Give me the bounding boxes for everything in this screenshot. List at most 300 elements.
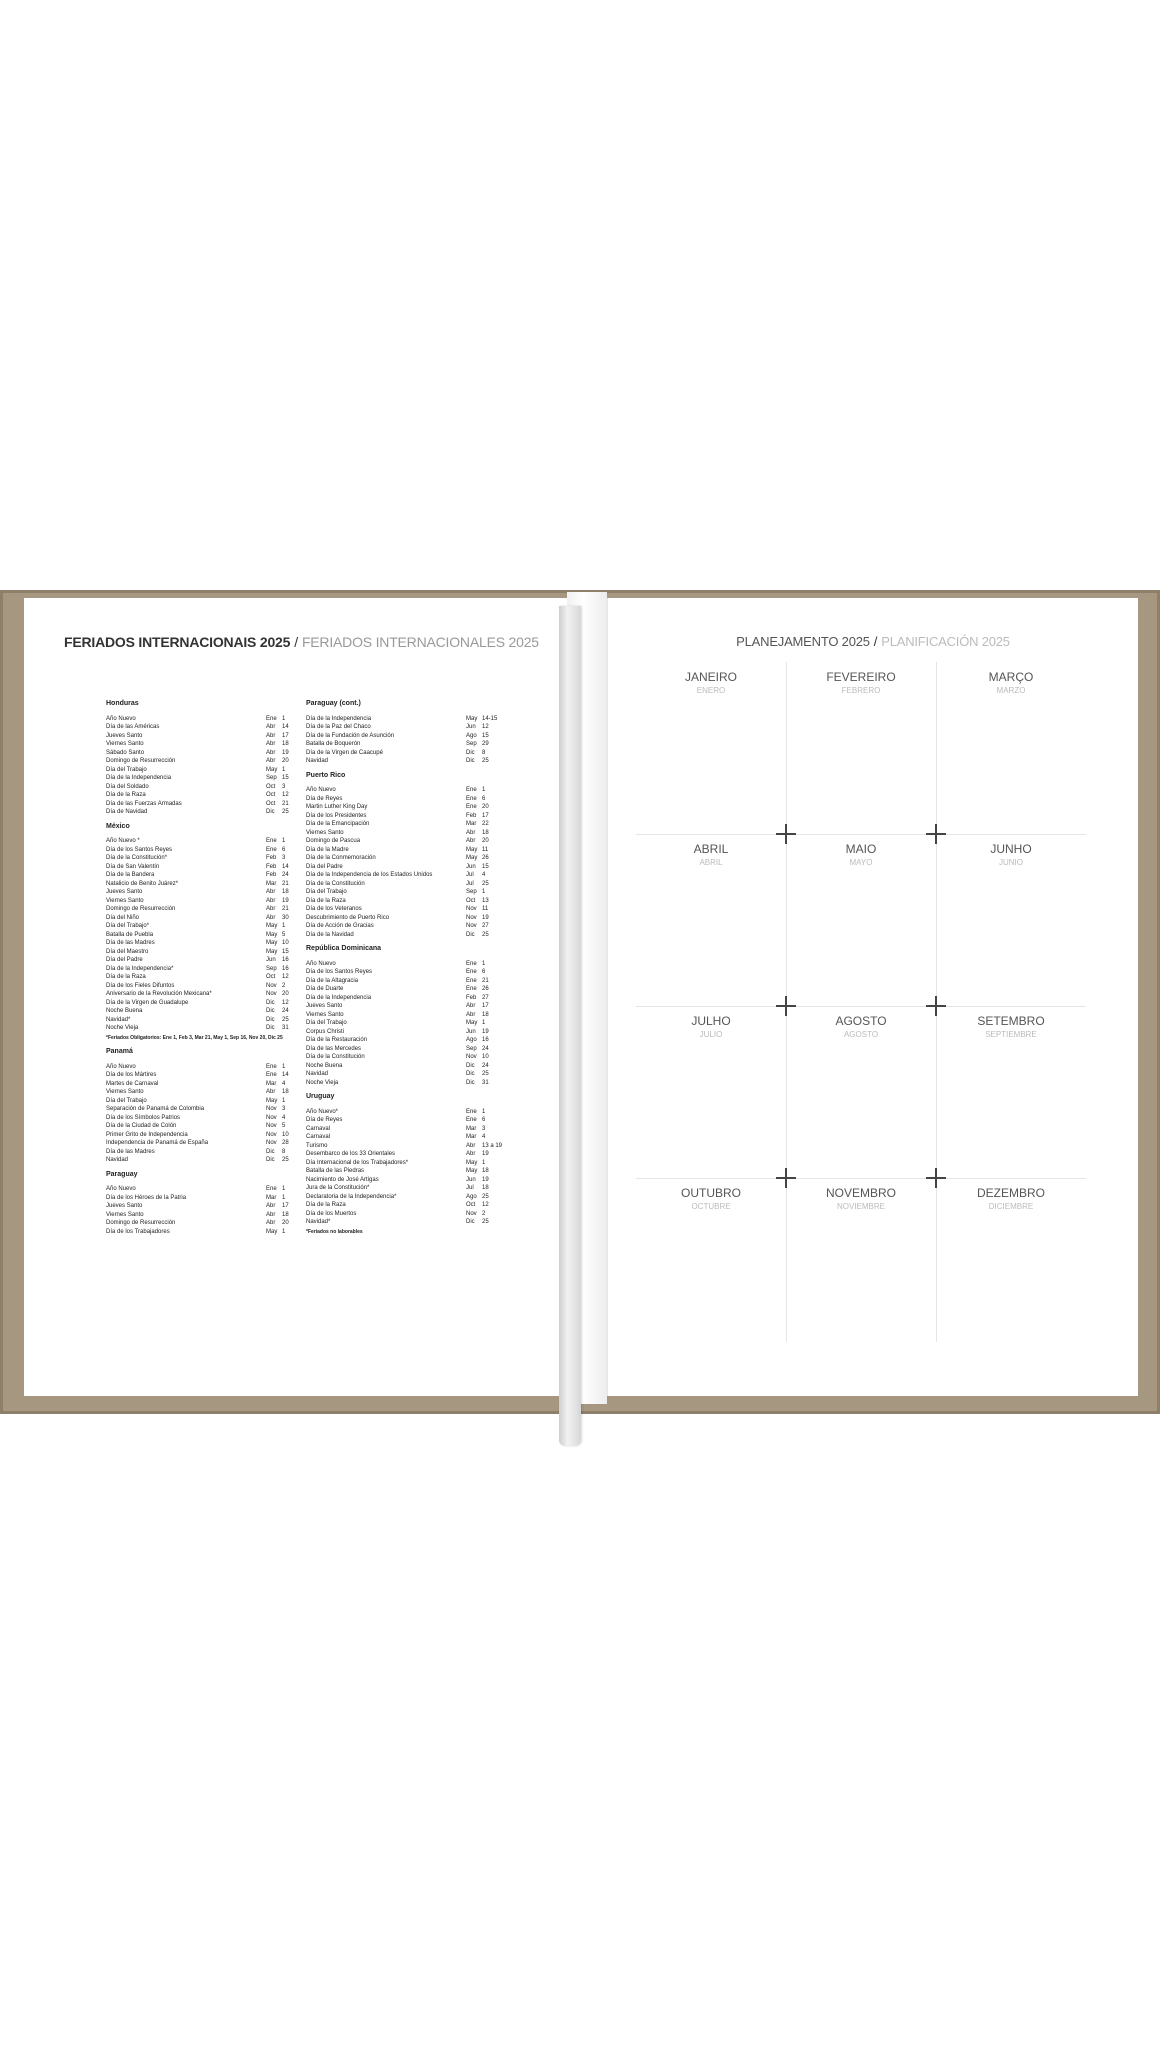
holiday-day: 13 a 19	[482, 1142, 503, 1149]
holiday-name: Día de las Mercedes	[306, 1045, 362, 1052]
bookmark-ribbon[interactable]	[559, 606, 581, 1446]
holiday-name: Día de los Símbolos Patrios	[106, 1114, 181, 1121]
holiday-row	[306, 1053, 506, 1062]
holiday-name: Natalicio de Benito Juárez*	[106, 880, 179, 887]
holiday-month: Nov	[266, 1131, 277, 1138]
holiday-month: May	[266, 948, 278, 955]
holiday-day: 20	[282, 991, 289, 997]
holiday-month: Nov	[466, 1054, 477, 1060]
month-name-es: MARZO	[996, 686, 1026, 695]
holiday-day: 24	[282, 872, 289, 878]
holiday-month: Oct	[266, 783, 276, 790]
month-name-pt: MARÇO	[988, 670, 1034, 684]
holiday-month: Feb	[466, 994, 477, 1001]
holiday-month: Ene	[466, 1108, 477, 1115]
holiday-name: Día de la Constitución	[306, 1054, 365, 1060]
holiday-row	[306, 1184, 506, 1193]
holiday-name: Viernes Santo	[106, 741, 144, 747]
holiday-row	[306, 1150, 506, 1159]
holiday-row	[106, 931, 306, 940]
holiday-day: 1	[282, 766, 286, 773]
holiday-day: 25	[482, 931, 489, 938]
holiday-name: Año Nuevo*	[306, 1108, 339, 1115]
holiday-row	[106, 1139, 306, 1148]
holiday-name: Día de los Santos Reyes	[106, 846, 173, 853]
holiday-row	[306, 931, 506, 940]
plus-icon	[776, 824, 796, 844]
holiday-day: 18	[482, 1011, 489, 1018]
holiday-month: Oct	[466, 897, 476, 904]
holiday-month: May	[466, 855, 478, 861]
holiday-row	[106, 965, 306, 974]
holiday-day: 25	[282, 809, 289, 815]
holiday-name: Primer Grito de Independencia	[106, 1131, 188, 1138]
holiday-row	[306, 795, 506, 804]
holiday-day: 20	[482, 804, 489, 810]
holiday-day: 1	[282, 1097, 286, 1104]
holiday-name: Año Nuevo	[306, 960, 336, 967]
holiday-row	[306, 1201, 506, 1210]
country-heading: Paraguay (cont.)	[306, 700, 361, 707]
holiday-month: Abr	[266, 732, 276, 739]
holiday-row	[306, 812, 506, 821]
holiday-row	[306, 740, 506, 749]
plus-icon	[926, 1168, 946, 1188]
holiday-row	[106, 757, 306, 766]
page-title-left	[64, 634, 539, 650]
holiday-day: 27	[482, 923, 489, 929]
holiday-row	[106, 1194, 306, 1203]
holiday-row	[306, 732, 506, 741]
holiday-name: Día de la Raza	[306, 897, 346, 904]
month-name-pt: SETEMBRO	[977, 1014, 1045, 1028]
holiday-row	[106, 1156, 306, 1165]
holiday-day: 1	[282, 1063, 286, 1070]
holiday-day: 15	[482, 732, 489, 739]
month-name-es: AGOSTO	[843, 1030, 879, 1039]
holiday-day: 21	[282, 906, 289, 912]
month-cell	[936, 842, 1086, 867]
holiday-day: 17	[282, 732, 289, 739]
holiday-month: Mar	[466, 1125, 477, 1132]
holiday-day: 19	[482, 1151, 489, 1157]
page-title-right	[608, 634, 1138, 649]
holiday-month: May	[466, 715, 478, 722]
holiday-name: Navidad	[306, 1071, 329, 1077]
holiday-name: Día del Trabajo	[306, 889, 347, 895]
holiday-month: Ene	[466, 787, 477, 793]
holiday-day: 3	[282, 1106, 286, 1112]
holiday-name: Carnaval	[306, 1134, 331, 1140]
holiday-day: 8	[482, 749, 486, 756]
holiday-month: Ene	[266, 715, 277, 722]
holiday-day: 16	[282, 965, 289, 972]
holiday-month: Ene	[466, 977, 477, 984]
holiday-name: Independencia de Panamá de España	[106, 1140, 209, 1146]
holiday-name: Día de los Mártires	[106, 1072, 157, 1078]
holiday-row	[106, 922, 306, 931]
holiday-row	[106, 1185, 306, 1194]
holiday-name: Viernes Santo	[306, 1011, 344, 1018]
holiday-month: Dic	[266, 1157, 275, 1163]
holiday-month: Jun	[466, 863, 476, 870]
holiday-month: Dic	[466, 1079, 475, 1086]
holiday-month: Jun	[466, 1176, 476, 1183]
holiday-day: 1	[282, 1228, 286, 1235]
holiday-name: Noche Buena	[306, 1062, 343, 1069]
country-heading: Honduras	[106, 700, 139, 707]
holiday-day: 24	[482, 1045, 489, 1052]
holiday-month: Dic	[266, 1148, 275, 1155]
holiday-month: Ene	[266, 1186, 277, 1192]
holiday-name: Día de la Independencia	[306, 715, 372, 722]
holiday-month: Mar	[266, 880, 277, 887]
month-cell	[936, 1186, 1086, 1211]
holiday-day: 10	[482, 1054, 489, 1060]
holiday-name: Año Nuevo	[106, 1063, 136, 1070]
holiday-row	[306, 1011, 506, 1020]
holiday-day: 26	[482, 986, 489, 992]
holiday-day: 18	[282, 1089, 289, 1095]
holiday-row	[106, 1097, 306, 1106]
holiday-row	[106, 888, 306, 897]
holiday-day: 19	[482, 1028, 489, 1035]
holiday-name: Día de la Independencia*	[106, 965, 174, 972]
month-name-es: NOVIEMBRE	[836, 1202, 885, 1211]
holiday-name: Día del Trabajo	[306, 1020, 347, 1026]
holiday-row	[106, 897, 306, 906]
holiday-month: Dic	[266, 1016, 275, 1023]
holiday-name: Día Internacional de los Trabajadores*	[306, 1159, 409, 1166]
holiday-day: 4	[282, 1080, 286, 1087]
holiday-row	[306, 1036, 506, 1045]
holiday-name: Día de la Virgen de Guadalupe	[106, 999, 189, 1006]
holiday-row	[106, 774, 306, 783]
holiday-row	[306, 968, 506, 977]
holiday-name: Día de la Raza	[106, 792, 146, 798]
holiday-name: Año Nuevo	[106, 715, 136, 722]
holiday-month: Ene	[466, 804, 477, 810]
holiday-month: Jul	[466, 1185, 474, 1191]
holiday-month: Ene	[466, 969, 477, 975]
holiday-row	[306, 1133, 506, 1142]
holiday-day: 1	[282, 1194, 286, 1201]
holiday-row	[306, 846, 506, 855]
holiday-row	[306, 1070, 506, 1079]
holiday-month: Mar	[466, 1134, 477, 1140]
holiday-month: Abr	[266, 749, 276, 756]
holiday-day: 3	[482, 1125, 486, 1132]
holiday-day: 11	[482, 906, 489, 912]
holiday-month: Dic	[466, 1219, 475, 1225]
holiday-day: 3	[282, 783, 286, 790]
holiday-row	[306, 1002, 506, 1011]
holiday-month: May	[466, 1020, 478, 1026]
country-heading: Panamá	[106, 1048, 133, 1055]
holiday-row	[106, 956, 306, 965]
holiday-month: Dic	[466, 931, 475, 938]
holiday-name: Domingo de Resurrección	[106, 1220, 176, 1226]
month-name-pt: MAIO	[845, 842, 877, 856]
planning-grid	[636, 662, 1086, 1342]
holiday-row	[106, 715, 306, 724]
holiday-month: Abr	[466, 1011, 476, 1018]
holiday-name: Día de la Emancipación	[306, 821, 370, 827]
holiday-name: Día de la Independencia	[306, 994, 372, 1001]
holiday-day: 15	[282, 775, 289, 781]
holiday-name: Día de los Presidentes	[306, 812, 367, 819]
holiday-row	[306, 837, 506, 846]
holiday-day: 18	[282, 741, 289, 747]
holiday-day: 31	[482, 1079, 489, 1086]
holiday-month: Nov	[266, 1106, 277, 1112]
holiday-name: Domingo de Resurrección	[106, 758, 176, 764]
holiday-row	[106, 1071, 306, 1080]
holiday-month: Feb	[266, 872, 277, 878]
holiday-month: Nov	[266, 1123, 277, 1129]
holiday-name: Día de la Paz del Chaco	[306, 724, 371, 730]
holiday-name: Día de la Ciudad de Colón	[106, 1123, 177, 1129]
holiday-month: Jun	[266, 957, 276, 963]
holiday-day: 1	[282, 923, 286, 929]
holiday-row	[106, 1007, 306, 1016]
holiday-month: Nov	[266, 1140, 277, 1146]
holiday-name: Batalla de las Piedras	[306, 1168, 365, 1174]
month-name-pt: JULHO	[691, 1014, 731, 1028]
holiday-month: Oct	[466, 1202, 476, 1208]
month-name-es: ENERO	[696, 686, 726, 695]
holiday-day: 18	[482, 1168, 489, 1174]
month-cell	[936, 670, 1086, 695]
holiday-name: Día del Trabajo	[106, 1097, 147, 1104]
holiday-month: Ago	[466, 732, 477, 739]
holiday-day: 31	[282, 1025, 289, 1031]
holiday-name: Día de Acción de Gracias	[306, 923, 374, 929]
holiday-month: Abr	[266, 1211, 276, 1218]
holiday-name: Día de Reyes	[306, 1117, 343, 1123]
holiday-row	[306, 977, 506, 986]
holiday-day: 16	[282, 957, 289, 963]
title-pt: FERIADOS INTERNACIONAIS 2025	[64, 634, 291, 650]
holiday-name: Día de los Héroes de la Patria	[106, 1194, 187, 1201]
holiday-name: Jueves Santo	[106, 732, 143, 739]
holiday-name: Día del Soldado	[106, 783, 149, 790]
month-name-es: OCTUBRE	[691, 1202, 731, 1211]
holiday-day: 28	[282, 1140, 289, 1146]
holiday-day: 1	[282, 1186, 286, 1192]
holiday-name: Noche Vieja	[106, 1025, 139, 1031]
month-cell	[636, 670, 786, 695]
holiday-name: Jura de la Constitución*	[306, 1185, 370, 1191]
holiday-row	[106, 1105, 306, 1114]
holiday-month: Sep	[266, 965, 277, 972]
holiday-day: 2	[282, 982, 286, 989]
holiday-month: Abr	[266, 724, 276, 730]
holiday-name: Día de los Santos Reyes	[306, 969, 373, 975]
holiday-month: Mar	[266, 1080, 277, 1087]
holiday-name: Martes de Carnaval	[106, 1080, 159, 1087]
holiday-day: 6	[482, 969, 486, 975]
holiday-day: 17	[482, 1003, 489, 1009]
holiday-month: Dic	[266, 809, 275, 815]
holiday-month: Nov	[266, 991, 277, 997]
holiday-day: 4	[482, 872, 486, 878]
holiday-month: Dic	[466, 1071, 475, 1077]
holiday-name: Viernes Santo	[306, 829, 344, 836]
plus-icon	[926, 996, 946, 1016]
holiday-month: Abr	[266, 1089, 276, 1095]
holiday-month: Nov	[466, 914, 477, 921]
planning-title-separator: /	[873, 634, 878, 649]
holiday-month: Dic	[266, 999, 275, 1006]
holiday-row	[306, 1167, 506, 1176]
holiday-row	[306, 1176, 506, 1185]
holiday-day: 1	[482, 960, 486, 967]
holiday-day: 17	[282, 1203, 289, 1209]
month-cell	[786, 842, 936, 867]
holiday-row	[106, 1148, 306, 1157]
holiday-month: Jul	[466, 872, 474, 878]
holiday-day: 19	[482, 1176, 489, 1183]
holiday-day: 21	[482, 977, 489, 984]
holiday-note: *Feriados Obligatorios: Ene 1, Feb 3, Mar 21, May 1, Sep 16, Nov 20, Dic 25	[106, 1034, 283, 1041]
holiday-row	[306, 1028, 506, 1037]
holiday-month: Nov	[266, 982, 277, 989]
holiday-row	[306, 1079, 506, 1088]
holiday-day: 25	[482, 1219, 489, 1225]
holiday-day: 11	[482, 846, 489, 853]
month-name-es: FEBRERO	[841, 686, 881, 695]
holiday-day: 24	[282, 1008, 289, 1014]
holiday-name: Aniversario de la Revolución Mexicana*	[106, 991, 212, 997]
holiday-month: May	[466, 1168, 478, 1174]
holiday-row	[306, 880, 506, 889]
holiday-row	[106, 871, 306, 880]
holiday-name: Día de Duarte	[306, 986, 344, 992]
holiday-name: Domingo de Resurrección	[106, 906, 176, 912]
holiday-row	[306, 1142, 506, 1151]
holiday-month: Ene	[266, 838, 277, 844]
holiday-name: Viernes Santo	[106, 1089, 144, 1095]
holiday-row	[106, 740, 306, 749]
holiday-month: Nov	[466, 923, 477, 929]
holiday-day: 12	[282, 974, 289, 980]
holiday-row	[106, 766, 306, 775]
month-name-es: ABRIL	[699, 858, 723, 867]
plus-icon	[776, 996, 796, 1016]
holiday-day: 14	[282, 863, 289, 870]
holiday-month: Mar	[466, 821, 477, 827]
holiday-column-2	[306, 694, 506, 1236]
holiday-name: Separación de Panamá de Colombia	[106, 1106, 205, 1112]
holiday-month: May	[266, 766, 278, 773]
holiday-name: Día del Padre	[306, 863, 343, 870]
month-cell	[786, 1186, 936, 1211]
country-heading: Paraguay	[106, 1170, 138, 1178]
holiday-month: Mar	[266, 1194, 277, 1201]
holiday-name: Día de Reyes	[306, 795, 343, 802]
holiday-day: 25	[482, 1193, 489, 1200]
holiday-name: Jueves Santo	[306, 1003, 343, 1009]
month-name-es: MAYO	[849, 858, 873, 867]
grid-divider	[636, 1006, 1086, 1007]
holiday-name: Día de la Raza	[106, 974, 146, 980]
holiday-row	[106, 791, 306, 800]
holiday-day: 21	[282, 880, 289, 887]
month-name-pt: ABRIL	[693, 842, 729, 856]
holiday-name: Día de la Independencia de los Estados Unidos	[306, 872, 433, 878]
holiday-day: 26	[482, 855, 489, 861]
holiday-name: Día de las Américas	[106, 724, 160, 730]
holiday-month: Abr	[466, 838, 476, 844]
holiday-day: 1	[482, 1020, 486, 1026]
holiday-month: Jun	[466, 724, 476, 730]
holiday-row	[106, 723, 306, 732]
holiday-name: Jueves Santo	[106, 1203, 143, 1209]
holiday-name: Nacimiento de José Artigas	[306, 1176, 379, 1183]
holiday-name: Navidad*	[306, 1219, 331, 1225]
holiday-name: Noche Vieja	[306, 1079, 339, 1086]
holiday-row	[306, 1125, 506, 1134]
holiday-row	[106, 1228, 306, 1237]
holiday-name: Día de las Madres	[106, 940, 155, 946]
holiday-row	[306, 1159, 506, 1168]
holiday-day: 15	[482, 863, 489, 870]
month-name-pt: NOVEMBRO	[825, 1186, 896, 1200]
holiday-row	[306, 960, 506, 969]
holiday-day: 16	[482, 1037, 489, 1043]
holiday-month: Abr	[266, 741, 276, 747]
holiday-name: Día de la Bandera	[106, 872, 155, 878]
holiday-name: Desembarco de los 33 Orientales	[306, 1151, 396, 1157]
holiday-month: Abr	[266, 1220, 276, 1226]
holiday-name: Día de la Madre	[306, 846, 349, 853]
holiday-day: 2	[482, 1210, 486, 1217]
holiday-day: 12	[282, 999, 289, 1006]
holiday-row	[106, 749, 306, 758]
month-cell	[786, 670, 936, 695]
month-name-pt: AGOSTO	[835, 1014, 887, 1028]
holiday-row	[306, 829, 506, 838]
holiday-name: Batalla de Boquerón	[306, 741, 361, 747]
holiday-name: Viernes Santo	[106, 1211, 144, 1218]
right-page	[607, 598, 1138, 1396]
holiday-row	[106, 1088, 306, 1097]
holiday-month: Ene	[466, 1117, 477, 1123]
plus-icon	[926, 824, 946, 844]
holiday-month: May	[266, 931, 278, 938]
holiday-month: Abr	[466, 1003, 476, 1009]
holiday-name: Corpus Christi	[306, 1028, 345, 1035]
holiday-row	[106, 846, 306, 855]
holiday-row	[106, 1016, 306, 1025]
holiday-row	[106, 1024, 306, 1033]
holiday-day: 8	[282, 1148, 286, 1155]
holiday-day: 10	[282, 940, 289, 946]
holiday-row	[106, 863, 306, 872]
holiday-day: 3	[282, 855, 286, 861]
holiday-month: Oct	[266, 800, 276, 807]
grid-divider	[636, 834, 1086, 835]
month-name-pt: DEZEMBRO	[976, 1186, 1045, 1200]
holiday-name: Día de la Virgen de Caacupé	[306, 749, 383, 756]
holiday-day: 15	[282, 948, 289, 955]
holiday-row	[306, 1062, 506, 1071]
holiday-day: 19	[482, 914, 489, 921]
holiday-month: Ago	[466, 1193, 477, 1200]
holiday-row	[106, 1063, 306, 1072]
holiday-day: 22	[482, 821, 489, 827]
